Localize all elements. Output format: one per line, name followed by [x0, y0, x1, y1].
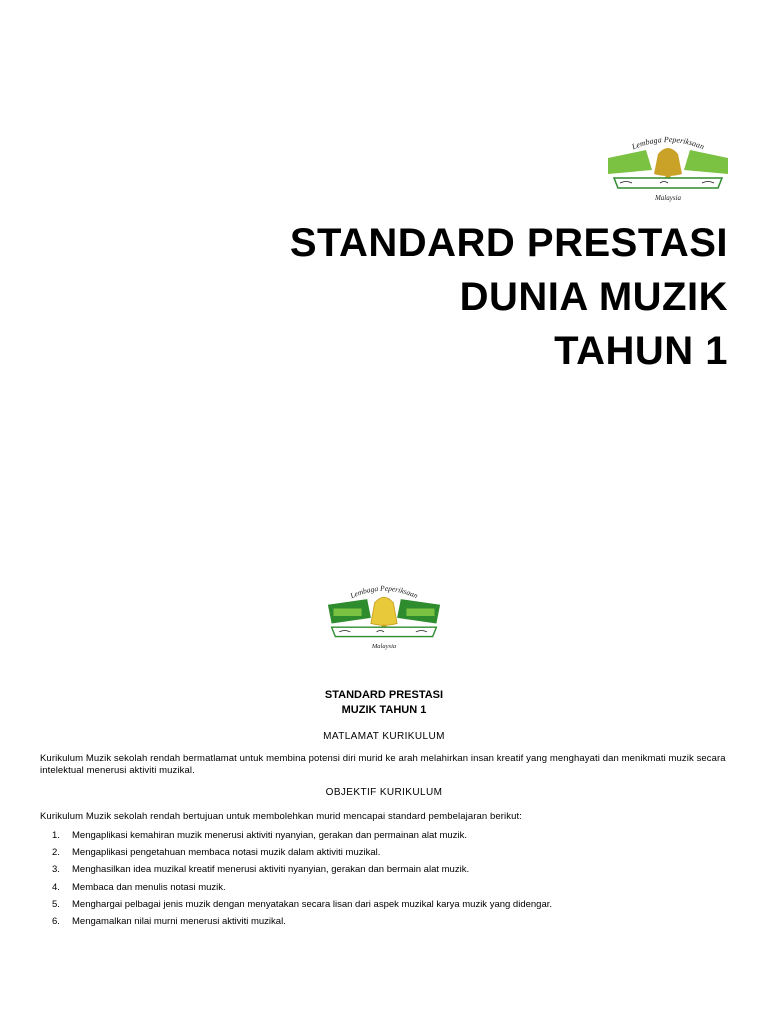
list-item: [52, 882, 732, 899]
list-item-number: 3.: [52, 864, 60, 876]
cover-title-line-3: TAHUN 1: [554, 329, 728, 373]
list-item: [52, 830, 732, 847]
list-item-number: 6.: [52, 915, 60, 927]
list-item: [52, 916, 732, 933]
matlamat-heading: MATLAMAT KURIKULUM: [323, 731, 445, 742]
section-title: [0, 688, 768, 718]
objektif-intro: Kurikulum Muzik sekolah rendah bertujuan untuk membolehkan murid mencapai standard pembelajaran berikut:: [40, 811, 522, 822]
logo-emblem-icon: [326, 580, 442, 652]
objektif-heading: OBJEKTIF KURIKULUM: [325, 787, 443, 798]
svg-text:Lembaga Peperiksaan: Lembaga Peperiksaan: [348, 583, 420, 601]
lembaga-peperiksaan-logo-small: [326, 580, 442, 652]
list-item-number: 5.: [52, 898, 60, 910]
svg-text:Lembaga Peperiksaan: Lembaga Peperiksaan: [630, 134, 706, 152]
svg-text:Malaysia: Malaysia: [654, 194, 682, 202]
section-title-line-1: STANDARD PRESTASI: [324, 689, 444, 701]
list-item-text: Menghasilkan idea muzikal kreatif menerusi aktiviti nyanyian, gerakan dan bermain alat muzik.: [72, 864, 470, 876]
cover-title: [290, 216, 728, 378]
objektif-list: [52, 830, 732, 933]
list-item: [52, 864, 732, 881]
section-title-line-2: MUZIK TAHUN 1: [341, 704, 427, 716]
list-item: [52, 899, 732, 916]
list-item-text: Mengaplikasi kemahiran muzik menerusi aktiviti nyanyian, gerakan dan permainan alat muzik.: [72, 830, 467, 841]
logo-emblem-icon: [606, 128, 730, 204]
list-item-number: 4.: [52, 881, 60, 893]
list-item-number: 1.: [52, 830, 60, 841]
list-item-number: 2.: [52, 847, 60, 859]
cover-title-line-2: DUNIA MUZIK: [459, 275, 728, 319]
list-item: [52, 847, 732, 864]
cover-title-line-1: STANDARD PRESTASI: [289, 221, 728, 265]
list-item-text: Menghargai pelbagai jenis muzik dengan menyatakan secara lisan dari aspek muzikal karya muzik yang didengar.: [72, 898, 553, 910]
list-item-text: Mengaplikasi pengetahuan membaca notasi muzik dalam aktiviti muzikal.: [72, 847, 381, 859]
matlamat-paragraph: Kurikulum Muzik sekolah rendah bermatlamat untuk membina potensi diri murid ke arah melahirkan insan kreatif yang menghayati dan menikmati muzik secara intelektual menerusi aktiviti muzikal.: [40, 753, 726, 776]
svg-text:Malaysia: Malaysia: [371, 642, 397, 650]
lembaga-peperiksaan-logo: [606, 128, 730, 204]
list-item-text: Membaca dan menulis notasi muzik.: [72, 881, 226, 893]
list-item-text: Mengamalkan nilai murni menerusi aktiviti muzikal.: [72, 915, 286, 927]
